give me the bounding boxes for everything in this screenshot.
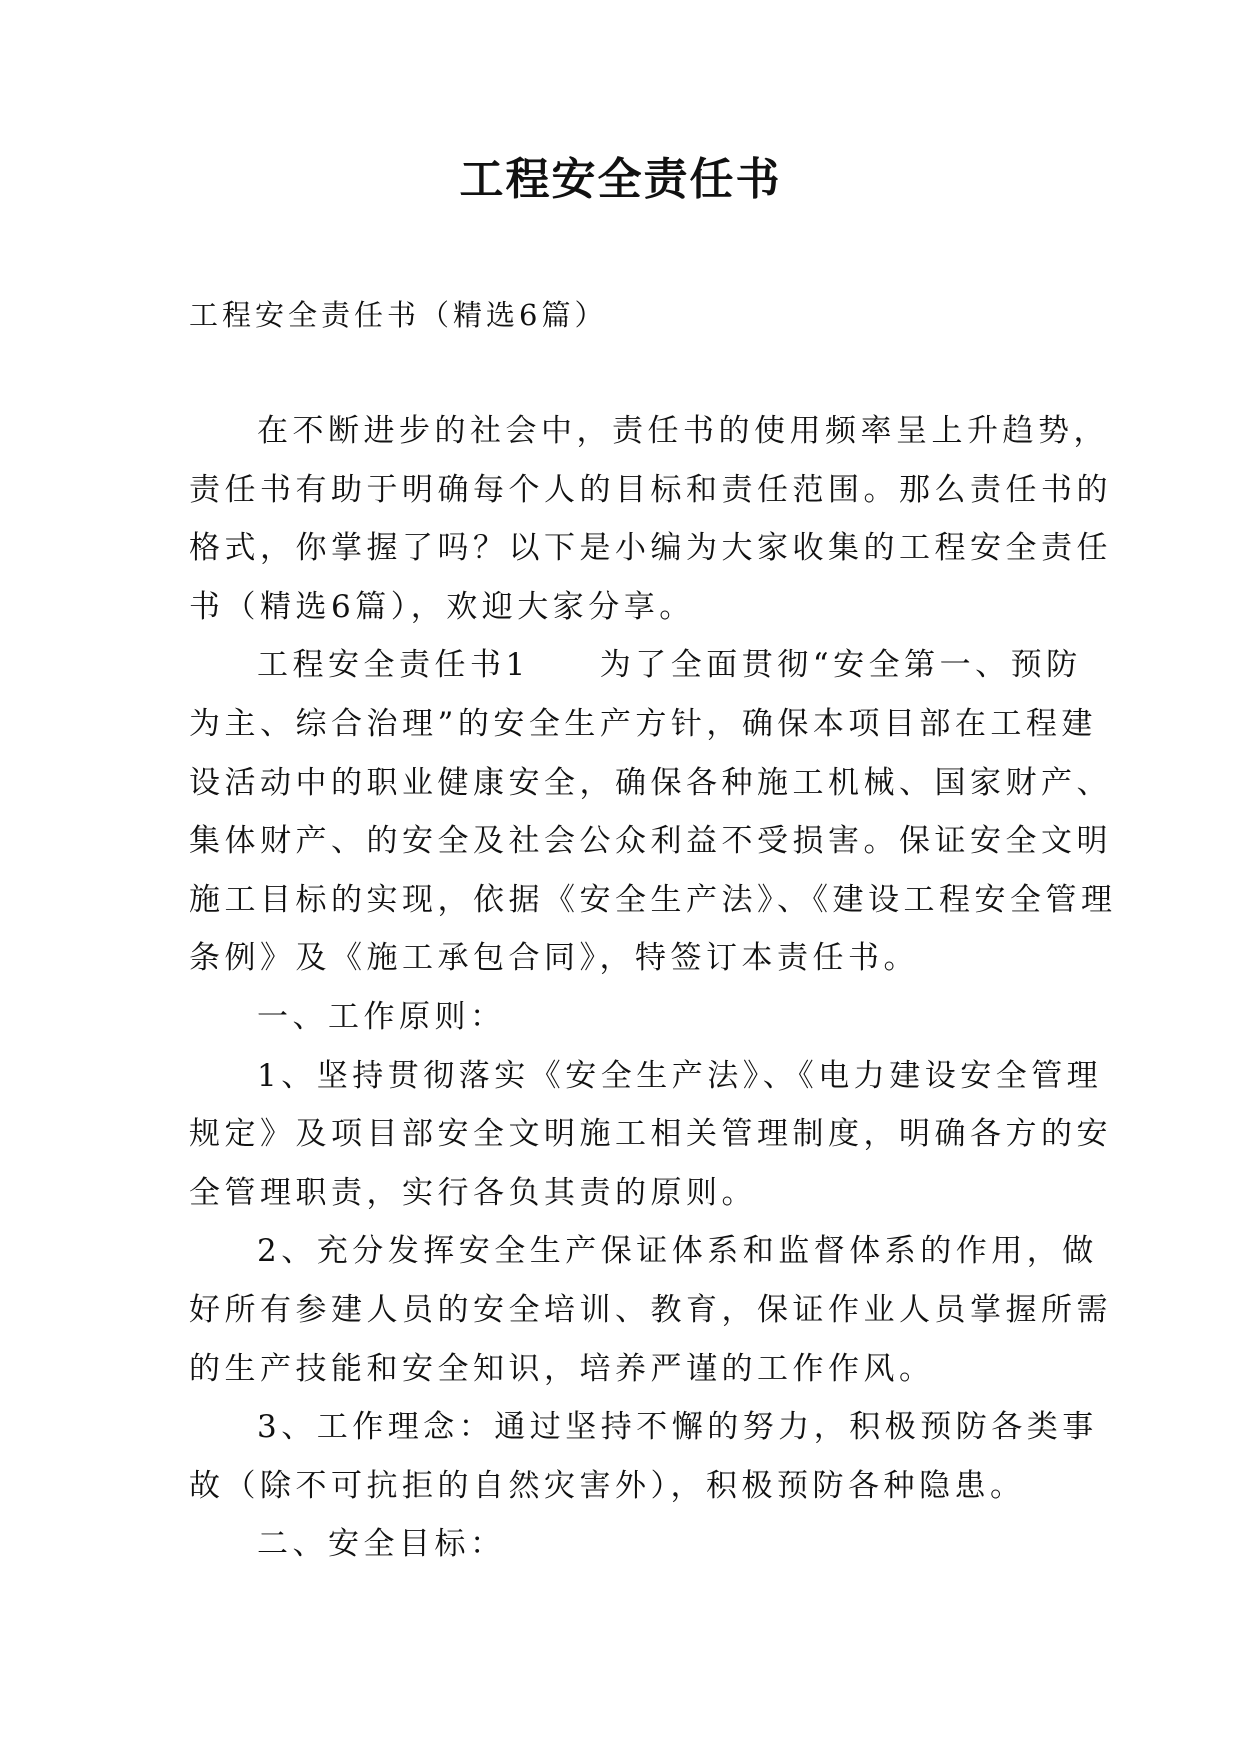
body-line: 2、充分发挥安全生产保证体系和监督体系的作用，做	[257, 1233, 1098, 1270]
body-line: 全管理职责，实行各负其责的原则。	[189, 1174, 757, 1211]
body-line: 在不断进步的社会中，责任书的使用频率呈上升趋势，	[257, 413, 1109, 449]
body-line: 责任书有助于明确每个人的目标和责任范围。那么责任书的	[189, 471, 1112, 508]
body-line: 条例》及《施工承包合同》，特签订本责任书。	[189, 940, 919, 977]
body-line: 设活动中的职业健康安全，确保各种施工机械、国家财产、	[189, 764, 1112, 801]
section-heading-line	[189, 636, 1082, 695]
body-line: 为主、综合治理”的安全生产方针，确保本项目部在工程建	[189, 705, 1097, 742]
body-line: 规定》及项目部安全文明施工相关管理制度，明确各方的安	[189, 1116, 1112, 1153]
section-heading: 二、安全目标：	[257, 1526, 506, 1563]
body-line: 施工目标的实现，依据《安全生产法》、《建设工程安全管理	[189, 881, 1117, 918]
document-title: 工程安全责任书	[459, 154, 782, 205]
body-line: 3、工作理念：通过坚持不懈的努力，积极预防各类事	[257, 1409, 1098, 1446]
document-body	[189, 402, 1117, 1574]
section-heading: 一、工作原则：	[257, 998, 506, 1035]
body-line: 好所有参建人员的安全培训、教育，保证作业人员掌握所需	[189, 1291, 1112, 1328]
section-heading: 工程安全责任书1	[257, 647, 530, 684]
body-line: 1、坚持贯彻落实《安全生产法》、《电力建设安全管理	[257, 1057, 1103, 1094]
document-subtitle: 工程安全责任书（精选6篇）	[189, 298, 608, 332]
body-line: 书（精选6篇），欢迎大家分享。	[189, 588, 695, 625]
body-line: 格式，你掌握了吗？以下是小编为大家收集的工程安全责任	[189, 530, 1112, 567]
body-line: 集体财产、的安全及社会公众利益不受损害。保证安全文明	[189, 823, 1112, 860]
body-line: 的生产技能和安全知识，培养严谨的工作作风。	[189, 1350, 935, 1387]
body-line: 为了全面贯彻“安全第一、预防	[599, 647, 1082, 684]
body-line: 故（除不可抗拒的自然灾害外），积极预防各种隐患。	[189, 1467, 1026, 1504]
